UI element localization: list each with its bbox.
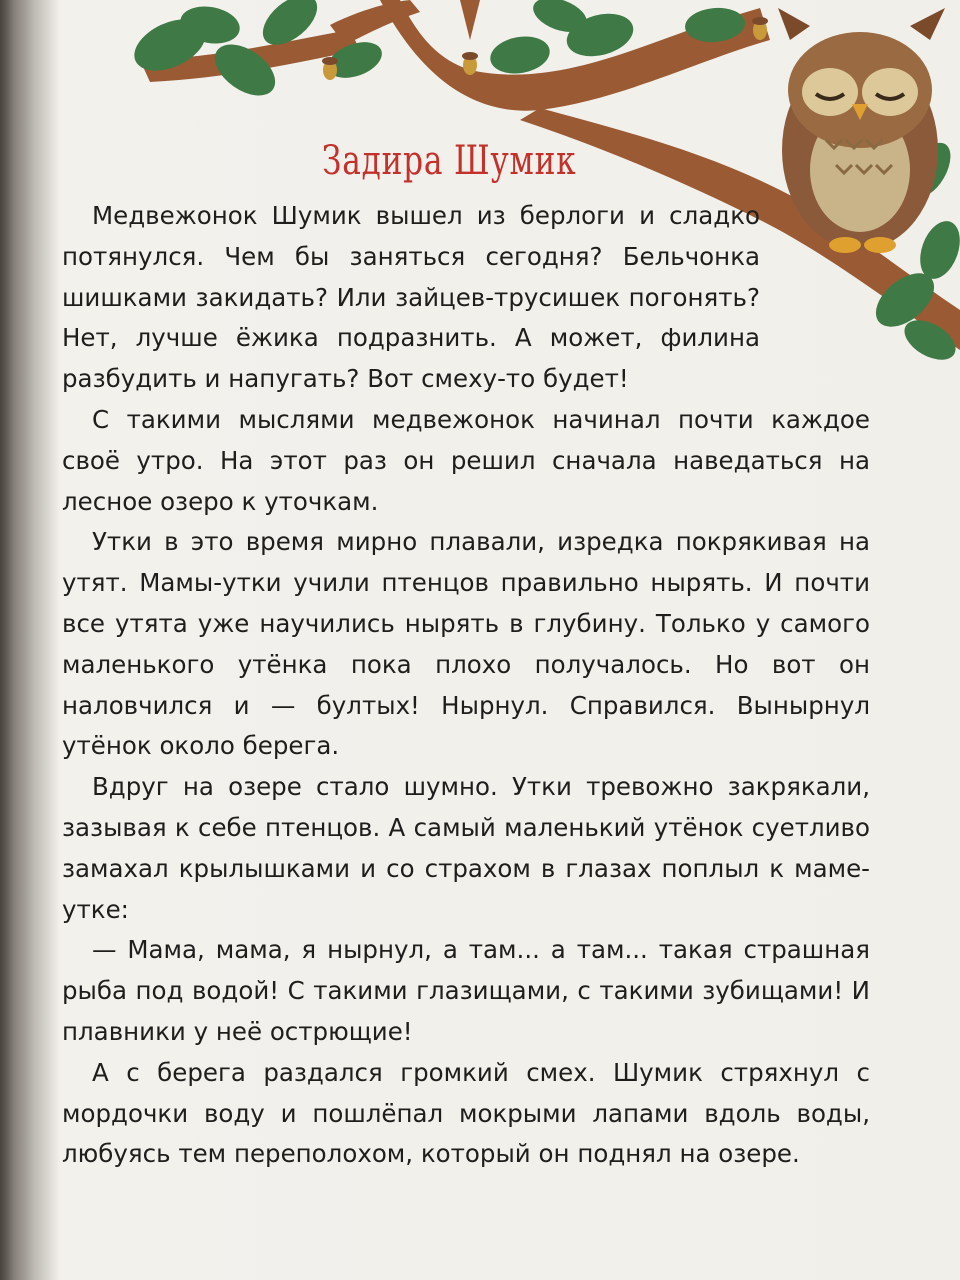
paragraph: А с берега раздался громкий смех. Шумик стряхнул с мордочки воду и пошлёпал мокрыми лапами вдоль воды, любуясь тем переполохом, который он поднял на озере. [62,1057,870,1169]
paragraph: — Мама, мама, я нырнул, а там... а там... такая страшная рыба под водой! С такими глазищами, с такими зубищами! И плавники у неё острющие! [62,935,870,1046]
story-text [62,196,870,1175]
story-title: Задира Шумик [322,138,577,184]
paragraph: Медвежонок Шумик вышел из берлоги и сладко потянулся. Чем бы заняться сегодня? Бельчонка шишками закидать? Или зайцев-трусишек погонять? Нет, лучше ёжика подразнить. А может, филина разбудить и напугать? Вот смеху-то будет! [62,201,760,394]
paragraph: С такими мыслями медвежонок начинал почти каждое своё утро. На этот раз он решил сначала наведаться на лесное озеро к уточкам. [62,404,870,516]
paragraph: Вдруг на озере стало шумно. Утки тревожно закрякали, зазывая к себе птенцов. А самый маленький утёнок суетливо замахал крылышками и со страхом в глазах поплыл к маме-утке: [62,772,870,924]
paragraph: Утки в это время мирно плавали, изредка покрякивая на утят. Мамы-утки учили птенцов правильно нырять. И почти все утята уже научились нырять в глубину. Только у самого маленького утёнка пока плохо получалось. Но вот он наловчился и — бултых! Нырнул. Справился. Вынырнул утёнок около берега. [62,527,870,761]
